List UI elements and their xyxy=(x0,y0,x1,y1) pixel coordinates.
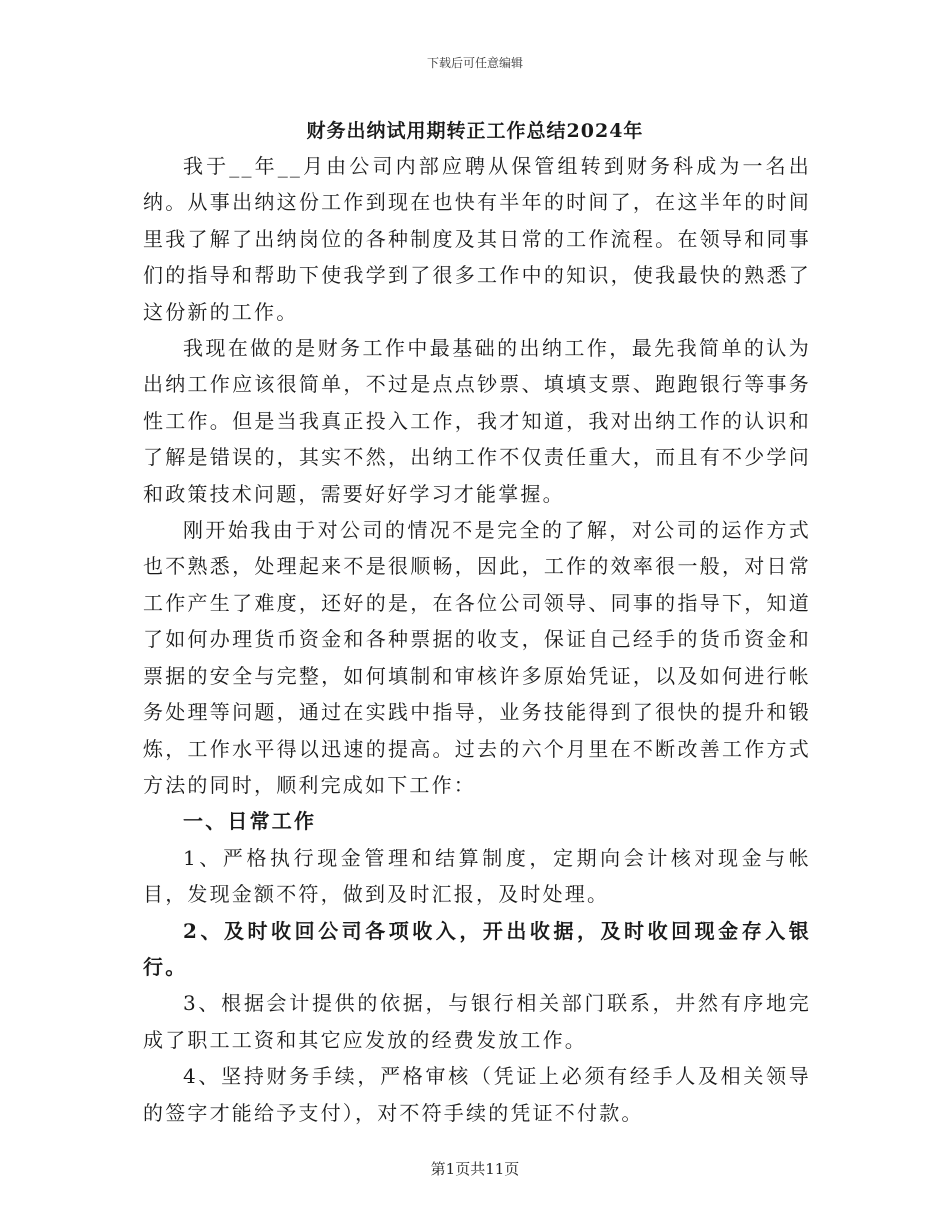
document-title: 财务出纳试用期转正工作总结2024年 xyxy=(306,120,644,142)
paragraph-progress: 刚开始我由于对公司的情况不是完全的了解，对公司的运作方式也不熟悉，处理起来不是很顺畅，因此，工作的效率很一般，对日常工作产生了难度，还好的是，在各位公司领导、同事的指导下，知道了如何办理货币资金和各种票据的收支，保证自己经手的货币资金和票据的安全与完整，如何填制和审核许多原始凭证，以及如何进行帐务处理等问题，通过在实践中指导，业务技能得到了很快的提升和锻炼，工作水平得以迅速的提高。过去的六个月里在不断改善工作方式方法的同时，顺利完成如下工作： xyxy=(143,518,811,797)
list-item-cash-management: 1、严格执行现金管理和结算制度，定期向会计核对现金与帐目，发现金额不符，做到及时汇报，及时处理。 xyxy=(143,845,811,907)
list-item-audit-procedures: 4、坚持财务手续，严格审核（凭证上必须有经手人及相关领导的签字才能给予支付），对不符手续的凭证不付款。 xyxy=(143,1064,811,1125)
list-item-salary-payment: 3、根据会计提供的依据，与银行相关部门联系，井然有序地完成了职工工资和其它应发放的经费发放工作。 xyxy=(143,991,811,1052)
section-heading-daily-work: 一、日常工作 xyxy=(183,809,317,834)
paragraph-intro: 我于__年__月由公司内部应聘从保管组转到财务科成为一名出纳。从事出纳这份工作到现在也快有半年的时间了，在这半年的时间里我了解了出纳岗位的各种制度及其日常的工作流程。在领导和同事们的指导和帮助下使我学到了很多工作中的知识，使我最快的熟悉了这份新的工作。 xyxy=(143,154,811,324)
list-item-collect-income: 2、及时收回公司各项收入，开出收据，及时收回现金存入银行。 xyxy=(143,918,811,979)
header-note: 下载后可任意编辑 xyxy=(426,56,523,70)
page-number: 第1页共11页 xyxy=(430,1160,520,1178)
document-body xyxy=(143,148,811,1131)
paragraph-understanding: 我现在做的是财务工作中最基础的出纳工作，最先我简单的认为出纳工作应该很简单，不过是点点钞票、填填支票、跑跑银行等事务性工作。但是当我真正投入工作，我才知道，我对出纳工作的认识和了解是错误的，其实不然，出纳工作不仅责任重大，而且有不少学问和政策技术问题，需要好好学习才能掌握。 xyxy=(143,336,811,506)
